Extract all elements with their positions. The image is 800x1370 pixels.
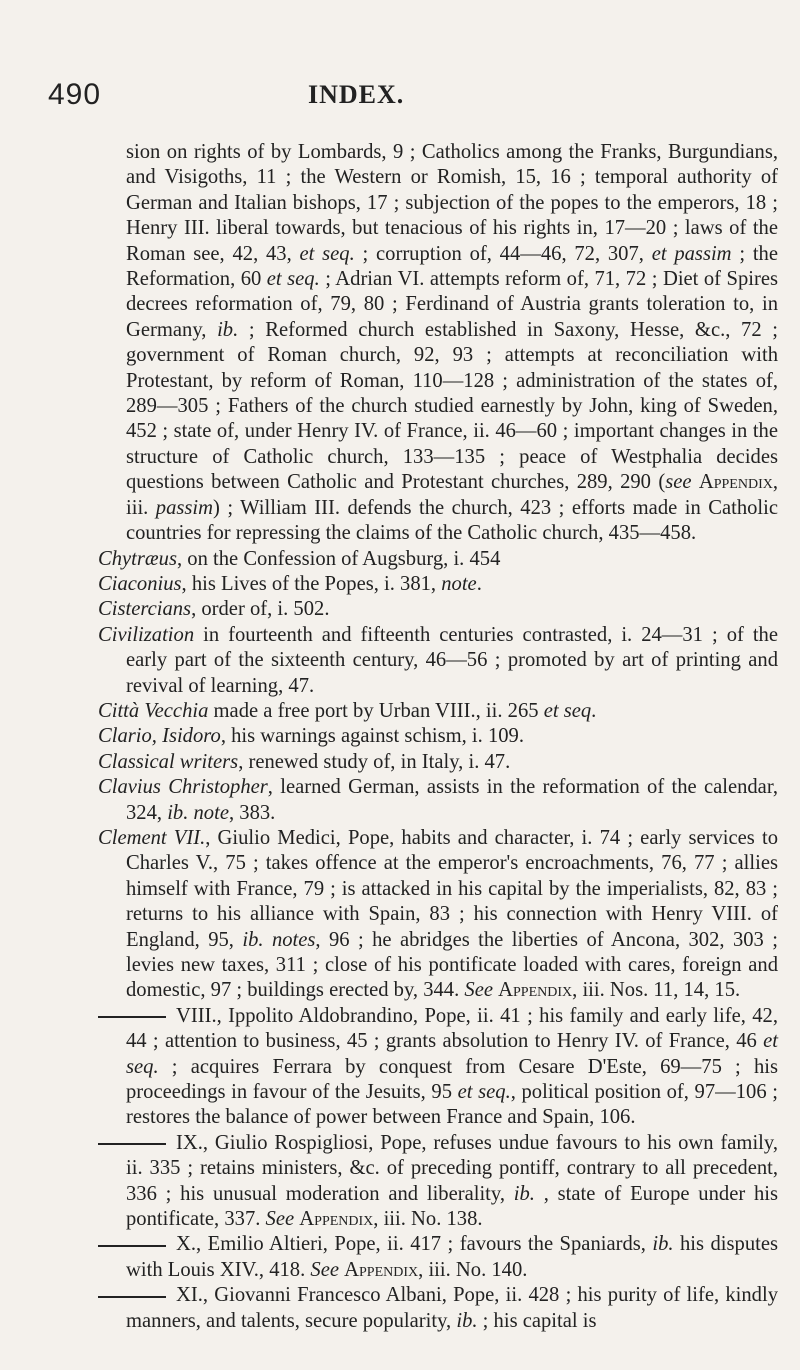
ditto-dash — [98, 1245, 166, 1247]
index-entry-classical-writers: Classical writers, renewed study of, in Italy, i. 47. — [98, 750, 511, 773]
index-entry-clario: Clario, Isidoro, his warnings against schism, i. 109. — [98, 725, 524, 748]
index-entry-clement-vii: Clement VII., Giulio Medici, Pope, habits and character, i. 74 ; early services to Charles V., 75 ; takes offence at the emperor's encroachments, 76, 77 ; allies himself with France, 79 ; is attacked in his capital by the imperialists, 82, 83 ; returns to his alliance with Spain, 83 ; his connection with Henry VIII. of England, 95, ib. notes, 96 ; he abridges the liberties of Ancona, 302, 303 ; levies new taxes, 311 ; close of his pontificate loaded with cares, foreign and domestic, 97 ; buildings erected by, 344. See Appendix, iii. Nos. 11, 14, 15. — [98, 826, 778, 1002]
index-entry-chytraeus: Chytræus, on the Confession of Augsburg, i. 454 — [98, 547, 501, 570]
index-entry-civilization: Civilization in fourteenth and fifteenth centuries contrasted, i. 24—31 ; of the early part of the sixteenth century, 46—56 ; promoted by art of printing and revival of learning, 47. — [98, 623, 778, 697]
running-head: INDEX. — [308, 80, 405, 109]
index-entry-cistercians: Cistercians, order of, i. 502. — [98, 598, 330, 621]
index-entry-citta-vecchia: Città Vecchia made a free port by Urban VIII., ii. 265 et seq. — [98, 699, 597, 722]
ditto-dash — [98, 1143, 166, 1145]
page-header — [48, 78, 760, 118]
index-entry-ciaconius: Ciaconius, his Lives of the Popes, i. 381, note. — [98, 572, 482, 595]
index-entry-clement-viii: VIII., Ippolito Aldobrandino, Pope, ii. 41 ; his family and early life, 42, 44 ; attention to business, 45 ; grants absolution to Henry IV. of France, 46 et seq. ; acquires Ferrara by conquest from Cesare D'Este, 69—75 ; his proceedings in favour of the Jesuits, 95 et seq., political position of, 97—106 ; restores the balance of power between France and Spain, 106. — [98, 1004, 778, 1131]
ditto-dash — [98, 1016, 166, 1018]
index-entry-clement-xi: XI., Giovanni Francesco Albani, Pope, ii. 428 ; his purity of life, kindly manners, and talents, secure popularity, ib. ; his capital is — [98, 1283, 778, 1334]
index-entry-clement-x: X., Emilio Altieri, Pope, ii. 417 ; favours the Spaniards, ib. his disputes with Louis XIV., 418. See Appendix, iii. No. 140. — [98, 1232, 778, 1283]
index-entry-clavius: Clavius Christopher, learned German, assists in the reformation of the calendar, 324, ib. note, 383. — [98, 776, 778, 824]
index-entry-continuation: sion on rights of by Lombards, 9 ; Catholics among the Franks, Burgundians, and Visigoths, 11 ; the Western or Romish, 15, 16 ; temporal authority of German and Italian bishops, 17 ; subjection of the popes to the emperors, 18 ; Henry III. liberal towards, but tenacious of his rights in, 17—20 ; laws of the Roman see, 42, 43, et seq. ; corruption of, 44—46, 72, 307, et passim ; the Reformation, 60 et seq. ; Adrian VI. attempts reform of, 71, 72 ; Diet of Spires decrees reformation of, 79, 80 ; Ferdinand of Austria grants toleration to, in Germany, ib. ; Reformed church established in Saxony, Hesse, &c., 72 ; government of Roman church, 92, 93 ; attempts at reconciliation with Protestant, by reform of Roman, 110—128 ; administration of the states of, 289—305 ; Fathers of the church studied earnestly by John, king of Sweden, 452 ; state of, under Henry IV. of France, ii. 46—60 ; important changes in the structure of Catholic church, 133—135 ; peace of Westphalia decides questions between Catholic and Protestant churches, 289, 290 (see Appendix, iii. passim) ; William III. defends the church, 423 ; efforts made in Catholic countries for repressing the claims of the Catholic church, 435—458. — [126, 141, 779, 545]
page-number: 490 — [48, 78, 102, 111]
index-entry-clement-ix: IX., Giulio Rospigliosi, Pope, refuses undue favours to his own family, ii. 335 ; retains ministers, &c. of preceding pontiff, contrary to all precedent, 336 ; his unusual moderation and liberality, ib. , state of Europe under his pontificate, 337. See Appendix, iii. No. 138. — [98, 1131, 778, 1233]
index-body — [98, 140, 778, 1334]
ditto-dash — [98, 1296, 166, 1298]
